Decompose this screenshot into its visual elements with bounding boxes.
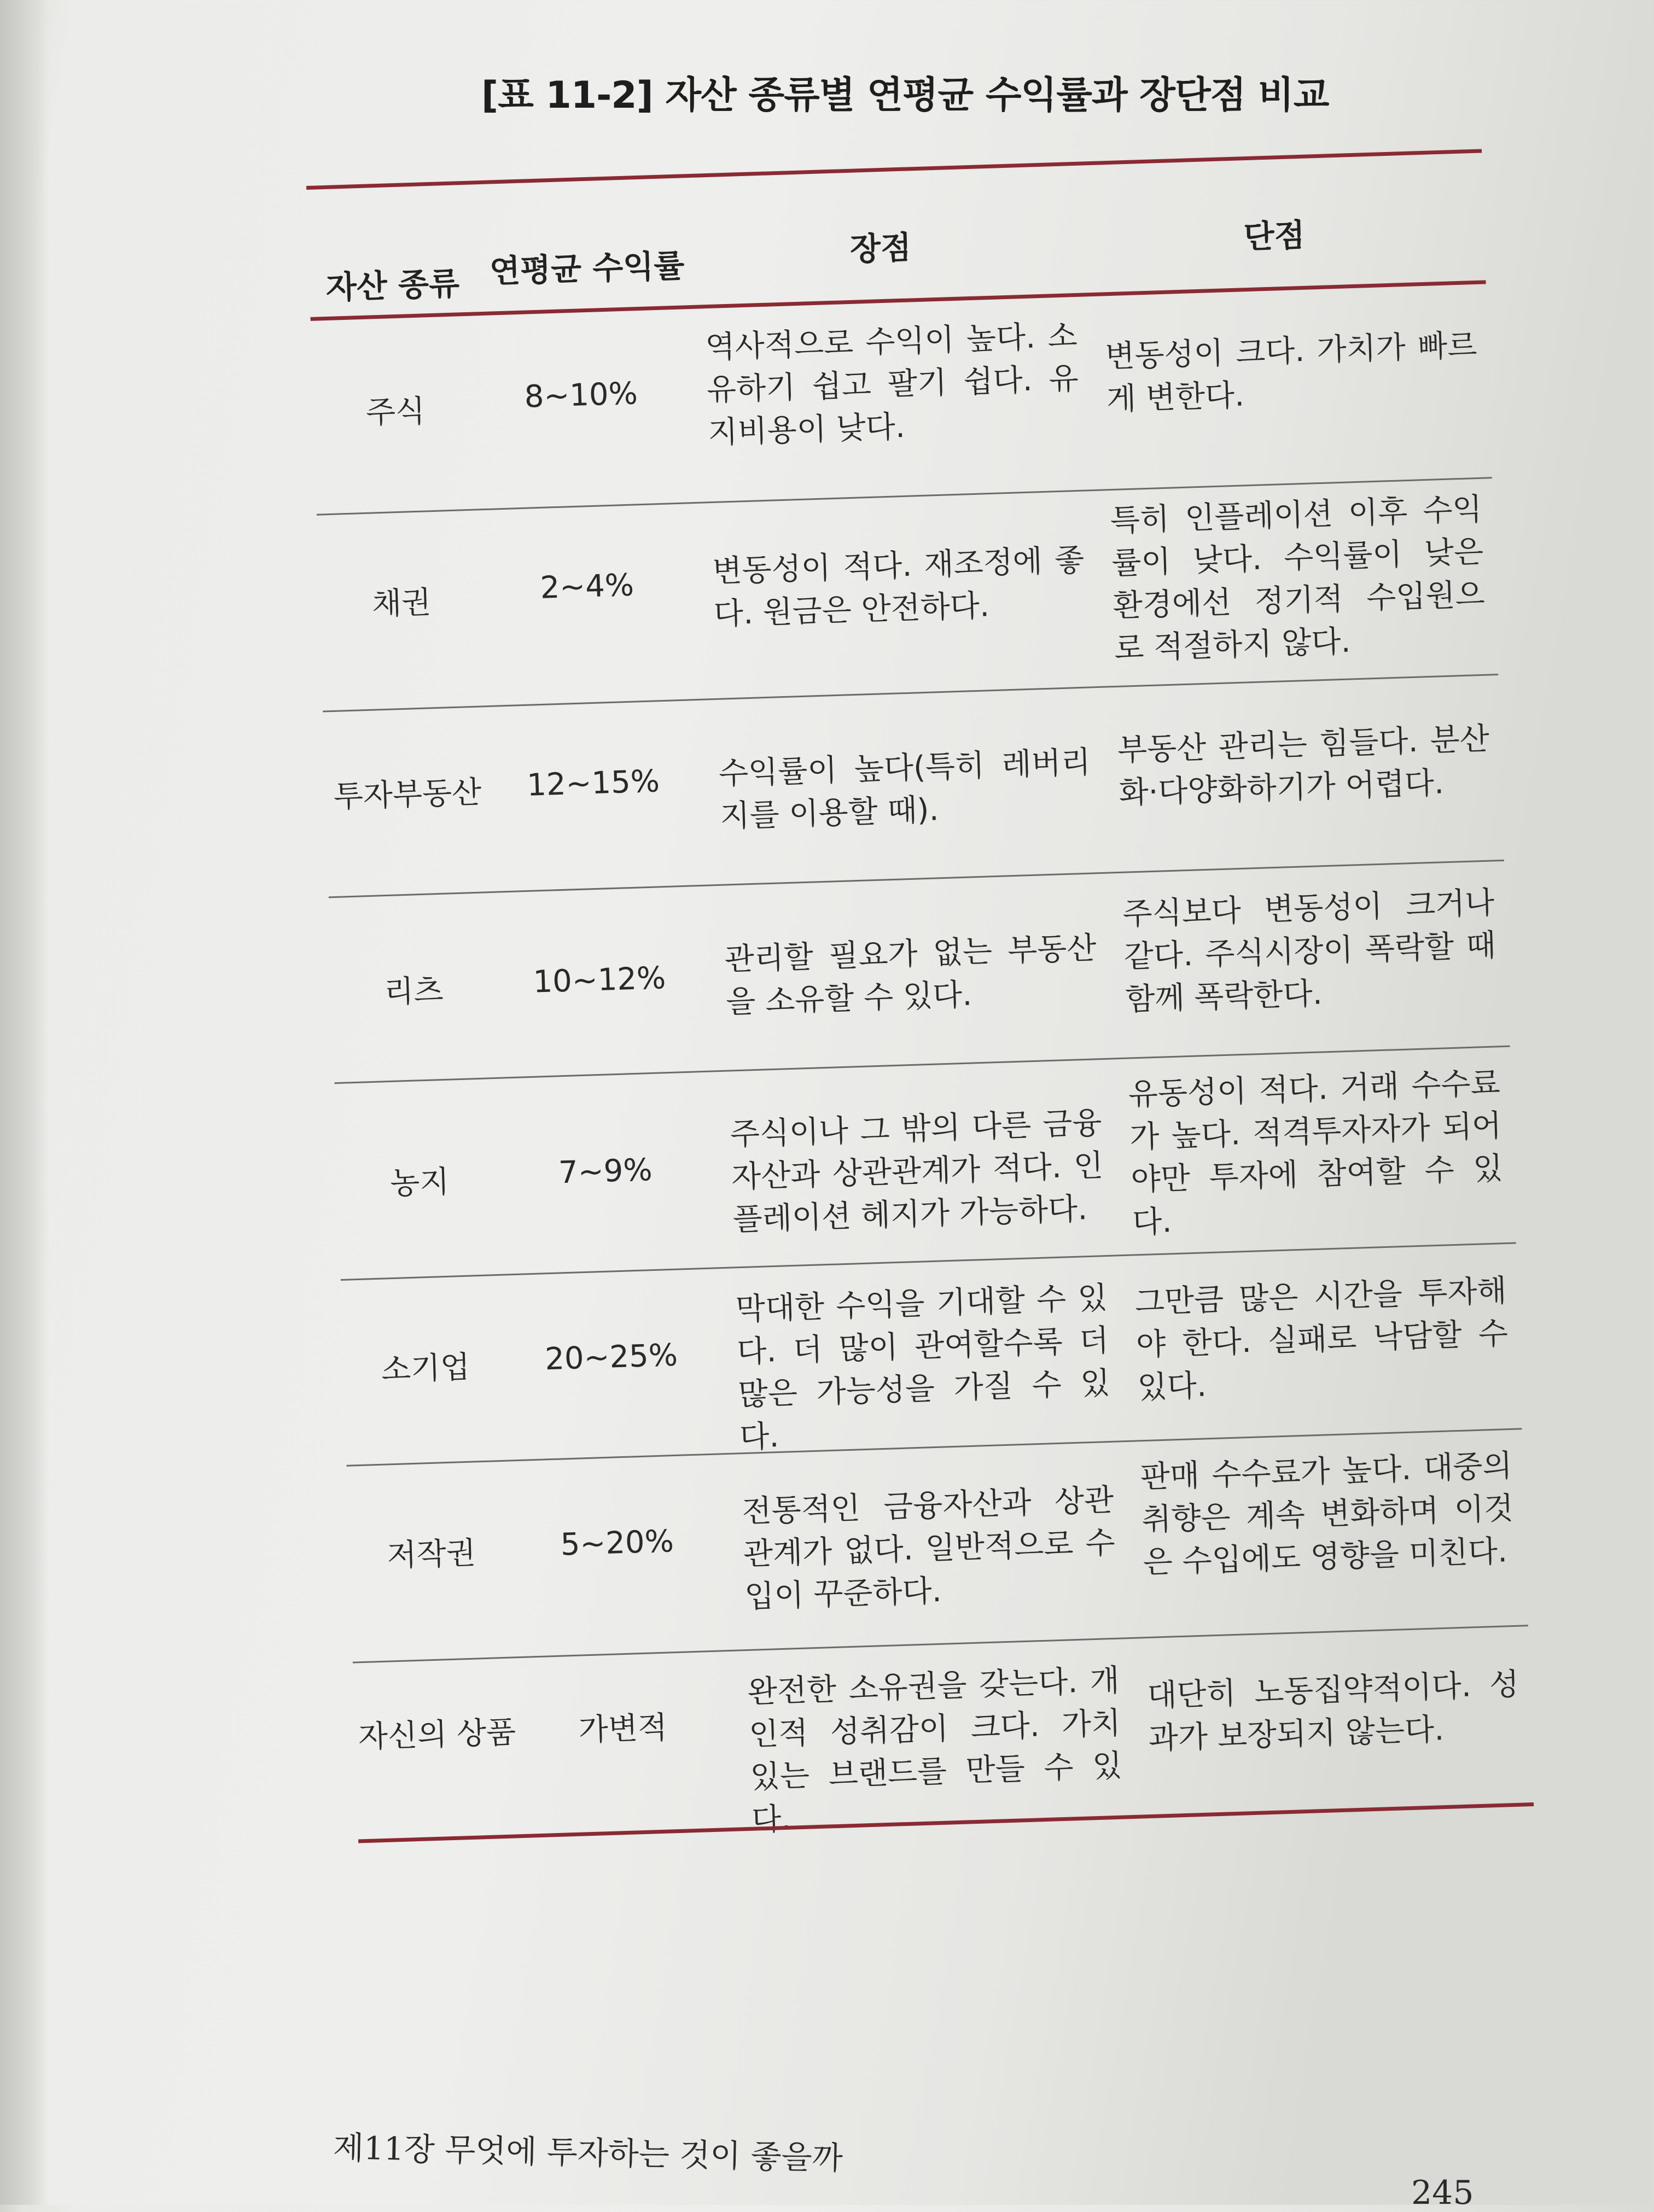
asset-cons: 판매 수수료가 높다. 대중의 취향은 계속 변화하며 이것은 수입에도 영향을 미친다.	[1139, 1448, 1515, 1581]
header-asset-type: 자산 종류	[325, 265, 461, 306]
header-pros: 장점	[849, 229, 912, 268]
asset-name: 리츠	[383, 972, 444, 1011]
table-title: [표 11-2] 자산 종류별 연평균 수익률과 장단점 비교	[481, 74, 1329, 117]
asset-comparison-table	[306, 149, 1534, 1847]
asset-name: 자신의 상품	[357, 1714, 517, 1755]
asset-return: 12~15%	[526, 763, 660, 803]
table-row	[317, 482, 1498, 705]
asset-cons: 그만큼 많은 시간을 투자해야 한다. 실패로 낙담할 수 있다.	[1134, 1273, 1509, 1406]
page-number: 245	[1411, 2174, 1474, 2212]
asset-pros: 완전한 소유권을 갖는다. 개인적 성취감이 크다. 가치 있는 브랜드를 만들 수 있다.	[747, 1662, 1123, 1838]
asset-return: 5~20%	[560, 1524, 674, 1563]
table-row	[323, 679, 1504, 891]
asset-pros: 주식이나 그 밖의 다른 금융자산과 상관관계가 적다. 인플레이션 헤지가 가능하다.	[729, 1105, 1104, 1238]
asset-cons: 대단히 노동집약적이다. 성과가 보장되지 않는다.	[1146, 1666, 1520, 1757]
asset-cons: 부동산 관리는 힘들다. 분산화·다양화하기가 어렵다.	[1117, 721, 1490, 811]
asset-return: 가변적	[578, 1709, 668, 1748]
table-row	[329, 865, 1510, 1077]
asset-name: 농지	[389, 1164, 450, 1202]
asset-pros: 수익률이 높다(특히 레버리지를 이용할 때).	[718, 744, 1091, 834]
asset-pros: 변동성이 적다. 재조정에 좋다. 원금은 안전하다.	[712, 542, 1085, 632]
table-row	[311, 291, 1492, 497]
header-annual-return: 연평균 수익률	[489, 247, 685, 290]
asset-name: 소기업	[380, 1349, 471, 1388]
chapter-footer: 제11장 무엇에 투자하는 것이 좋을까	[333, 2128, 843, 2177]
asset-name: 주식	[365, 393, 426, 431]
table-top-rule	[306, 149, 1482, 190]
asset-pros: 막대한 수익을 기대할 수 있다. 더 많이 관여할수록 더 많은 가능성을 가질 수 있다.	[735, 1280, 1111, 1456]
page-binding-shadow	[0, 0, 49, 2205]
table-row	[347, 1433, 1528, 1656]
asset-pros: 전통적인 금융자산과 상관관계가 없다. 일반적으로 수입이 꾸준하다.	[741, 1482, 1116, 1615]
asset-name: 채권	[371, 585, 432, 622]
asset-return: 20~25%	[544, 1337, 678, 1378]
table-row	[341, 1247, 1522, 1459]
asset-pros: 역사적으로 수익이 높다. 소유하기 쉽고 팔기 쉽다. 유지비용이 낮다.	[704, 318, 1079, 451]
asset-return: 8~10%	[523, 376, 638, 415]
asset-return: 10~12%	[532, 960, 667, 1000]
asset-pros: 관리할 필요가 없는 부동산을 소유할 수 있다.	[724, 930, 1097, 1020]
table-row	[353, 1630, 1533, 1838]
asset-cons: 유동성이 적다. 거래 수수료가 높다. 적격투자자가 되어야만 투자에 참여할 수 있다.	[1127, 1065, 1504, 1241]
asset-name: 투자부동산	[333, 774, 482, 815]
asset-cons: 변동성이 크다. 가치가 빠르게 변한다.	[1104, 327, 1478, 418]
asset-cons: 특히 인플레이션 이후 수익률이 낮다. 수익률이 낮은 환경에선 정기적 수입원으로 적절하지 않다.	[1109, 491, 1486, 667]
asset-name: 저작권	[386, 1535, 476, 1574]
header-cons: 단점	[1243, 216, 1306, 256]
table-row	[335, 1051, 1516, 1274]
asset-cons: 주식보다 변동성이 크거나 같다. 주식시장이 폭락할 때 함께 폭락한다.	[1122, 885, 1496, 1018]
asset-return: 2~4%	[539, 567, 634, 606]
asset-return: 7~9%	[558, 1152, 653, 1191]
